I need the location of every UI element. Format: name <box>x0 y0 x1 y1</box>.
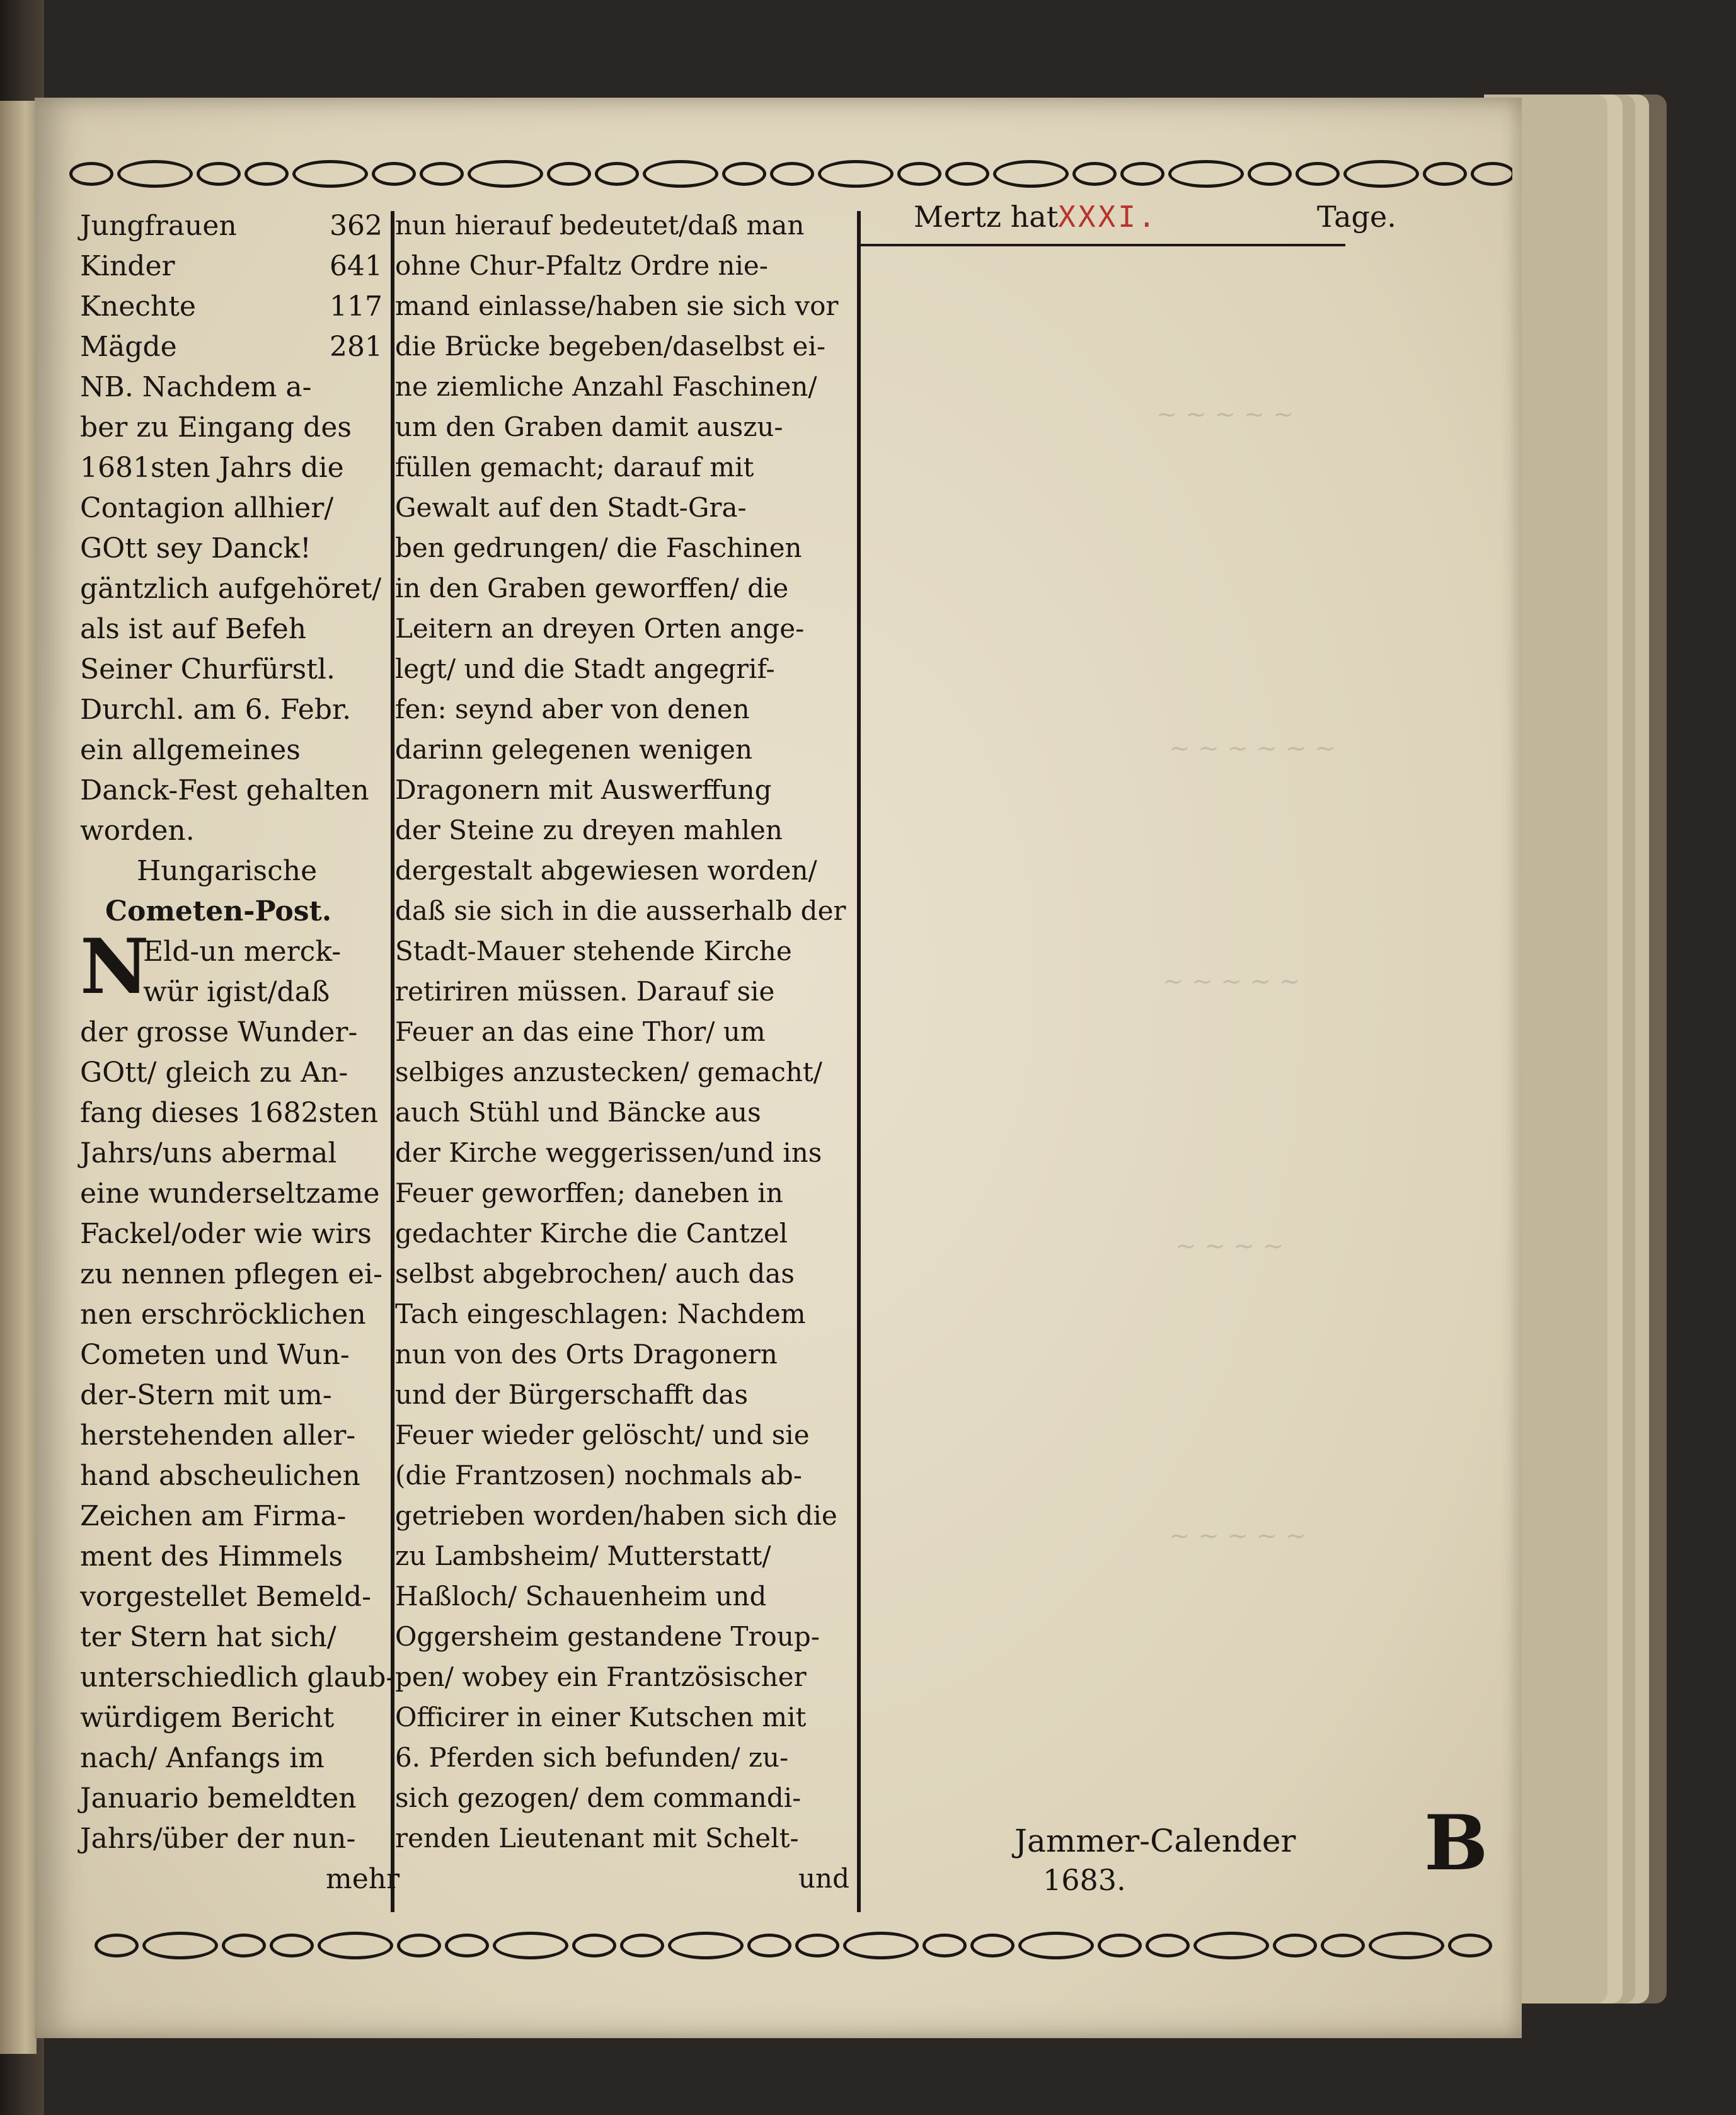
ornament-link <box>770 162 814 186</box>
ornament-link <box>1448 1934 1492 1957</box>
text-line: als ist auf Befeh <box>80 613 307 645</box>
month-label: Mertz hat <box>914 200 1059 234</box>
text-line: zu nennen pflegen ei- <box>80 1258 382 1290</box>
ornament-link <box>1248 162 1292 186</box>
row-label: Mägde <box>80 331 177 363</box>
text-line: Danck-Fest gehalten <box>80 774 369 806</box>
text-line: herstehenden aller- <box>80 1419 356 1452</box>
text-line: Officirer in einer Kutschen mit <box>395 1702 807 1733</box>
text-line: auch Stühl und Bäncke aus <box>395 1097 761 1128</box>
ornament-link <box>95 1934 139 1957</box>
ornament-link <box>397 1934 441 1957</box>
ornament-link <box>1296 162 1340 186</box>
text-line: daß sie sich in die ausserhalb der <box>395 895 846 926</box>
text-line: sich gezogen/ dem commandi- <box>395 1782 802 1813</box>
text-line: und <box>798 1863 849 1894</box>
text-line: Zeichen am Firma- <box>80 1500 347 1532</box>
ornament-link <box>897 162 941 186</box>
ornament-link <box>270 1934 314 1957</box>
text-line: in den Graben geworffen/ die <box>395 573 789 604</box>
text-line: hand abscheulichen <box>80 1460 360 1492</box>
footer-year: 1683. <box>1043 1863 1126 1897</box>
table-row <box>80 290 382 323</box>
header-rule <box>860 244 1345 246</box>
table-row <box>80 331 382 363</box>
drop-capital: N <box>80 922 149 1011</box>
text-line: worden. <box>80 815 195 847</box>
mortality-table <box>80 210 382 374</box>
ornament-link <box>818 160 894 188</box>
row-label: Jungfrauen <box>80 210 237 242</box>
ornament-link <box>1072 162 1117 186</box>
text-line: Oggersheim gestandene Troup- <box>395 1621 820 1652</box>
ornament-link <box>1193 1932 1269 1959</box>
day-count: XXXI. <box>1058 200 1158 234</box>
text-line: renden Lieutenant mit Schelt- <box>395 1823 799 1854</box>
text-line: Stadt-Mauer stehende Kirche <box>395 936 792 966</box>
text-line: (die Frantzosen) nochmals ab- <box>395 1460 802 1491</box>
text-line: nen erschröcklichen <box>80 1298 366 1331</box>
ornament-link <box>1273 1934 1317 1957</box>
text-line: legt/ und die Stadt angegrif- <box>395 653 775 684</box>
text-line: der Steine zu dreyen mahlen <box>395 815 783 845</box>
text-line: darinn gelegenen wenigen <box>395 734 753 765</box>
column-rule <box>391 211 394 1912</box>
text-line: gedachter Kirche die Cantzel <box>395 1218 788 1249</box>
ornament-link <box>1343 160 1419 188</box>
text-line: wür igist/daß <box>143 976 330 1008</box>
ornament-link <box>572 1934 616 1957</box>
text-line: Dragonern mit Auswerffung <box>395 774 772 805</box>
ornament-link <box>69 162 113 186</box>
ornament-link <box>747 1934 791 1957</box>
ornament-link <box>843 1932 919 1959</box>
ornament-link <box>668 1932 744 1959</box>
text-line: NB. Nachdem a- <box>80 371 312 403</box>
row-value: 641 <box>330 250 382 282</box>
bottom-ornament-border <box>95 1925 1512 1966</box>
ornament-link <box>493 1932 568 1959</box>
ornament-link <box>1471 162 1512 186</box>
ornament-link <box>547 162 591 186</box>
show-through-text: ~ ~ ~ ~ ~ <box>1156 400 1294 429</box>
footer-title: Jammer-Calender <box>1015 1823 1296 1859</box>
text-line: eine wunderseltzame <box>80 1178 380 1210</box>
ornament-link <box>244 162 289 186</box>
row-value: 362 <box>330 210 382 242</box>
text-line: ohne Chur-Pfaltz Ordre nie- <box>395 250 768 281</box>
ornament-link <box>993 160 1069 188</box>
book-page <box>35 98 1522 2038</box>
left-column-text <box>80 371 400 1915</box>
text-line: Contagion allhier/ <box>80 492 334 524</box>
text-line: getrieben worden/haben sich die <box>395 1500 837 1531</box>
signature-mark: B <box>1424 1799 1488 1888</box>
text-line: mand einlasse/haben sie sich vor <box>395 290 839 321</box>
ornament-link <box>117 160 193 188</box>
text-line: nun von des Orts Dragonern <box>395 1339 778 1370</box>
ornament-link <box>1423 162 1467 186</box>
text-line: nun hierauf bedeutet/daß man <box>395 210 805 241</box>
row-label: Knechte <box>80 290 196 323</box>
ornament-link <box>1120 162 1164 186</box>
text-line: mehr <box>326 1863 400 1895</box>
show-through-text: ~ ~ ~ ~ ~ <box>1163 967 1301 996</box>
ornament-link <box>722 162 766 186</box>
text-line: zu Lambsheim/ Mutterstatt/ <box>395 1540 771 1571</box>
text-line: Jahrs/über der nun- <box>80 1823 356 1855</box>
text-line: GOtt/ gleich zu An- <box>80 1057 348 1089</box>
text-line: Tach eingeschlagen: Nachdem <box>395 1298 806 1329</box>
ornament-link <box>1146 1934 1190 1957</box>
ornament-link <box>1321 1934 1365 1957</box>
text-line: fang dieses 1682sten <box>80 1097 379 1129</box>
text-line: Feuer an das eine Thor/ um <box>395 1016 766 1047</box>
ornament-link <box>292 160 368 188</box>
ornament-link <box>643 160 718 188</box>
ornament-link <box>970 1934 1015 1957</box>
text-line: würdigem Bericht <box>80 1702 335 1734</box>
text-line: Cometen-Post. <box>105 895 332 927</box>
text-line: Januario bemeldten <box>80 1782 357 1814</box>
text-line: selbst abgebrochen/ auch das <box>395 1258 795 1289</box>
text-line: Feuer geworffen; daneben in <box>395 1178 783 1208</box>
text-line: Durchl. am 6. Febr. <box>80 694 352 726</box>
ornament-link <box>318 1932 393 1959</box>
text-line: Leitern an dreyen Orten ange- <box>395 613 805 644</box>
ornament-link <box>1098 1934 1142 1957</box>
top-ornament-border <box>69 153 1512 195</box>
ornament-link <box>445 1934 489 1957</box>
text-line: Haßloch/ Schauenheim und <box>395 1581 767 1612</box>
ornament-link <box>197 162 241 186</box>
text-line: ment des Himmels <box>80 1540 343 1573</box>
table-row <box>80 250 382 282</box>
text-line: füllen gemacht; darauf mit <box>395 452 754 483</box>
text-line: fen: seynd aber von denen <box>395 694 750 725</box>
ornament-link <box>468 160 543 188</box>
text-line: Feuer wieder gelöscht/ und sie <box>395 1419 810 1450</box>
text-line: retiriren müssen. Darauf sie <box>395 976 775 1007</box>
text-line: und der Bürgerschafft das <box>395 1379 749 1410</box>
text-line: Seiner Churfürstl. <box>80 653 336 685</box>
text-line: nach/ Anfangs im <box>80 1742 325 1774</box>
ornament-link <box>620 1934 664 1957</box>
show-through-text: ~ ~ ~ ~ ~ <box>1169 1522 1307 1550</box>
text-line: die Brücke begeben/daselbst ei- <box>395 331 826 362</box>
table-row <box>80 210 382 242</box>
text-line: Jahrs/uns abermal <box>80 1137 337 1169</box>
ornament-link <box>372 162 416 186</box>
days-label: Tage. <box>1317 200 1396 234</box>
text-line: der grosse Wunder- <box>80 1016 358 1048</box>
text-line: gäntzlich aufgehöret/ <box>80 573 382 605</box>
show-through-text: ~ ~ ~ ~ ~ ~ <box>1169 734 1336 763</box>
ornament-link <box>923 1934 967 1957</box>
ornament-link <box>1168 160 1244 188</box>
text-line: ber zu Eingang des <box>80 411 352 444</box>
ornament-link <box>1369 1932 1444 1959</box>
ornament-link <box>142 1932 218 1959</box>
show-through-text: ~ ~ ~ ~ <box>1175 1232 1284 1261</box>
ornament-link <box>420 162 464 186</box>
text-line: der-Stern mit um- <box>80 1379 332 1411</box>
text-line: GOtt sey Danck! <box>80 532 311 565</box>
ornament-link <box>222 1934 266 1957</box>
row-label: Kinder <box>80 250 175 282</box>
text-line: ter Stern hat sich/ <box>80 1621 336 1653</box>
text-line: um den Graben damit auszu- <box>395 411 783 442</box>
text-line: pen/ wobey ein Frantzösischer <box>395 1661 807 1692</box>
text-line: ein allgemeines <box>80 734 301 766</box>
ornament-link <box>945 162 989 186</box>
ornament-link <box>595 162 639 186</box>
text-line: dergestalt abgewiesen worden/ <box>395 855 817 886</box>
text-line: Cometen und Wun- <box>80 1339 350 1371</box>
month-header <box>914 200 1158 234</box>
text-line: der Kirche weggerissen/und ins <box>395 1137 822 1168</box>
text-line: vorgestellet Bemeld- <box>80 1581 371 1613</box>
text-line: Gewalt auf den Stadt-Gra- <box>395 492 747 523</box>
text-line: 6. Pferden sich befunden/ zu- <box>395 1742 789 1773</box>
text-line: unterschiedlich glaub- <box>80 1661 396 1694</box>
text-line: Eld-un merck- <box>143 936 342 968</box>
ornament-link <box>795 1934 839 1957</box>
ornament-link <box>1018 1932 1094 1959</box>
facing-page-edge <box>0 101 37 2054</box>
middle-column-text <box>395 210 861 1911</box>
row-value: 117 <box>330 290 382 323</box>
text-line: 1681sten Jahrs die <box>80 452 344 484</box>
text-line: ben gedrungen/ die Faschinen <box>395 532 802 563</box>
text-line: selbiges anzustecken/ gemacht/ <box>395 1057 822 1087</box>
text-line: ne ziemliche Anzahl Faschinen/ <box>395 371 817 402</box>
text-line: Hungarische <box>137 855 318 887</box>
row-value: 281 <box>330 331 382 363</box>
text-line: Fackel/oder wie wirs <box>80 1218 372 1250</box>
